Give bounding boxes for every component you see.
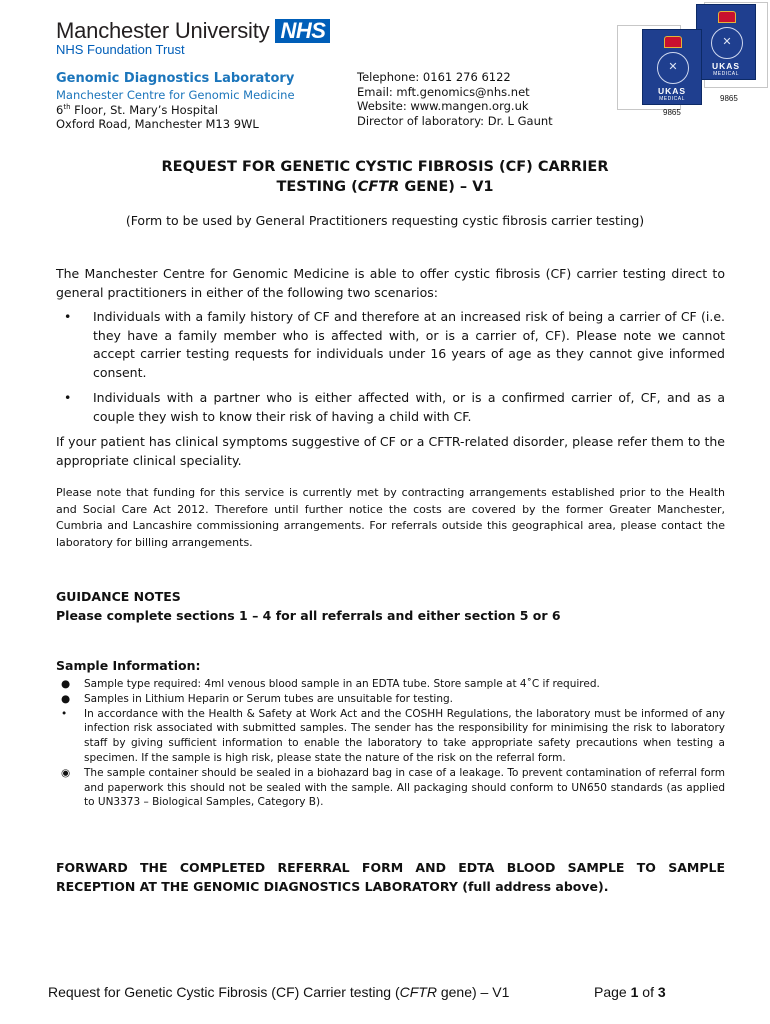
nhs-logo: NHS bbox=[275, 19, 330, 43]
sample-info-text: Sample type required: 4ml venous blood sample in an EDTA tube. Store sample at 4˚C if required. bbox=[84, 678, 600, 690]
ukas-mark-front bbox=[642, 29, 702, 105]
page-total: 3 bbox=[657, 984, 666, 1000]
email: Email: mft.genomics@nhs.net bbox=[357, 84, 530, 99]
bullet-icon: ● bbox=[61, 678, 71, 690]
ukas-word: UKAS bbox=[711, 61, 741, 71]
page-number bbox=[594, 983, 666, 1001]
bullet-icon: • bbox=[64, 309, 72, 324]
sample-info-text: The sample container should be sealed in a biohazard bag in case of a leakage. To prevent contamination of referral form and paperwork this should not be sealed with the sample. All packaging should conform to UN650 standards (as applied to UN3373 – Biological Samples, Category B). bbox=[84, 766, 725, 809]
lab-address-block bbox=[56, 70, 295, 132]
scenario-list bbox=[56, 308, 725, 426]
tick-ring-icon: ✕ bbox=[711, 27, 743, 59]
guidance-heading: GUIDANCE NOTES bbox=[56, 589, 181, 604]
tick-ring-icon: ✕ bbox=[657, 52, 689, 84]
ukas-number-front: 9865 bbox=[663, 108, 681, 117]
title-gene-name: CFTR bbox=[357, 178, 400, 195]
bullet-icon: ● bbox=[61, 692, 71, 705]
footer-title-end: gene) – V1 bbox=[436, 984, 510, 1000]
list-item bbox=[56, 766, 725, 810]
title-line-2-end: GENE) – V1 bbox=[399, 178, 494, 195]
title-line-1: REQUEST FOR GENETIC CYSTIC FIBROSIS (CF) CARRIER bbox=[161, 159, 609, 175]
floor-number: 6 bbox=[56, 102, 64, 117]
document-title bbox=[56, 158, 714, 197]
contact-block bbox=[357, 70, 553, 128]
sample-info-text: In accordance with the Health & Safety at Work Act and the COSHH Regulations, the laboratory must be informed of any infection risk associated with submitted samples. The sender has the responsibility for minimising the risk to laboratory staff by giving sufficient information to enable the laboratory to take appropriate safety precautions when testing a specimen. If the sample is high risk, please state the nature of the risk on the referral form. bbox=[84, 707, 725, 764]
footer-gene-name: CFTR bbox=[399, 984, 437, 1000]
list-item bbox=[56, 707, 725, 766]
scenario-text: Individuals with a partner who is either affected with, or is a confirmed carrier of, CF, and as a couple they wish to know their risk of having a child with CF. bbox=[93, 390, 725, 424]
crown-icon bbox=[664, 36, 682, 48]
title-line-2 bbox=[56, 178, 714, 198]
lab-centre: Manchester Centre for Genomic Medicine bbox=[56, 88, 295, 102]
page-current: 1 bbox=[630, 984, 639, 1000]
guidance-notes bbox=[56, 587, 561, 625]
list-item bbox=[56, 677, 725, 692]
forward-instruction: FORWARD THE COMPLETED REFERRAL FORM AND EDTA BLOOD SAMPLE TO SAMPLE RECEPTION AT THE GENOMIC DIAGNOSTICS LABORATORY (full address above). bbox=[56, 860, 725, 894]
trust-name: NHS Foundation Trust bbox=[56, 42, 185, 57]
sample-info-list bbox=[56, 677, 725, 810]
org-name bbox=[56, 18, 330, 44]
lab-floor bbox=[56, 103, 295, 118]
list-item bbox=[56, 308, 725, 382]
ukas-mark-back bbox=[696, 4, 756, 80]
ukas-medical: MEDICAL bbox=[659, 96, 685, 102]
funding-note: Please note that funding for this service is currently met by contracting arrangements established prior to the Health and Social Care Act 2012. Therefore until further notice the costs are covered by the former Greater Manchester, Cumbria and Lancashire commissioning arrangements. For referrals outside this geographical area, please contact the laboratory for billing arrangements. bbox=[56, 486, 725, 549]
scenario-text: Individuals with a family history of CF and therefore at an increased risk of being a carrier of CF (i.e. they have a family member who is affected with, or is a carrier of, CF). Please note we cannot accept carrier testing requests for individuals under 16 years of age as they cannot give informed consent. bbox=[93, 309, 725, 380]
clinical-note: If your patient has clinical symptoms suggestive of CF or a CFTR-related disorder, please refer them to the appropriate clinical speciality. bbox=[56, 434, 725, 468]
title-line-2-start: TESTING ( bbox=[276, 178, 358, 195]
bullet-icon: ◉ bbox=[61, 766, 71, 779]
ukas-word: UKAS bbox=[657, 86, 687, 96]
list-item bbox=[56, 389, 725, 426]
floor-sup: th bbox=[63, 102, 71, 111]
footer-title-start: Request for Genetic Cystic Fibrosis (CF) Carrier testing ( bbox=[48, 984, 400, 1000]
ukas-medical: MEDICAL bbox=[713, 71, 739, 77]
lab-street-address: Oxford Road, Manchester M13 9WL bbox=[56, 117, 259, 131]
bullet-icon: • bbox=[61, 707, 68, 720]
org-name-text: Manchester University bbox=[56, 18, 270, 43]
footer-title bbox=[48, 983, 509, 1001]
page-of: of bbox=[638, 984, 658, 1000]
sample-info-text: Samples in Lithium Heparin or Serum tubes are unsuitable for testing. bbox=[84, 692, 454, 705]
document-subtitle: (Form to be used by General Practitioners requesting cystic fibrosis carrier testing) bbox=[125, 213, 645, 228]
list-item bbox=[56, 692, 725, 707]
director: Director of laboratory: Dr. L Gaunt bbox=[357, 113, 553, 128]
floor-rest: Floor, St. Mary’s Hospital bbox=[70, 102, 218, 117]
page-word: Page bbox=[594, 984, 631, 1000]
telephone: Telephone: 0161 276 6122 bbox=[357, 70, 511, 84]
sample-info-heading: Sample Information: bbox=[56, 658, 201, 673]
ukas-number-back: 9865 bbox=[720, 94, 738, 103]
intro-paragraph: The Manchester Centre for Genomic Medicine is able to offer cystic fibrosis (CF) carrier testing direct to general practitioners in either of the following two scenarios: bbox=[56, 266, 725, 300]
bullet-icon: • bbox=[64, 390, 72, 405]
lab-title: Genomic Diagnostics Laboratory bbox=[56, 71, 295, 86]
crown-icon bbox=[718, 11, 736, 23]
website: Website: www.mangen.org.uk bbox=[357, 99, 529, 113]
trust-logo bbox=[56, 18, 330, 57]
guidance-instruction: Please complete sections 1 – 4 for all referrals and either section 5 or 6 bbox=[56, 608, 561, 623]
